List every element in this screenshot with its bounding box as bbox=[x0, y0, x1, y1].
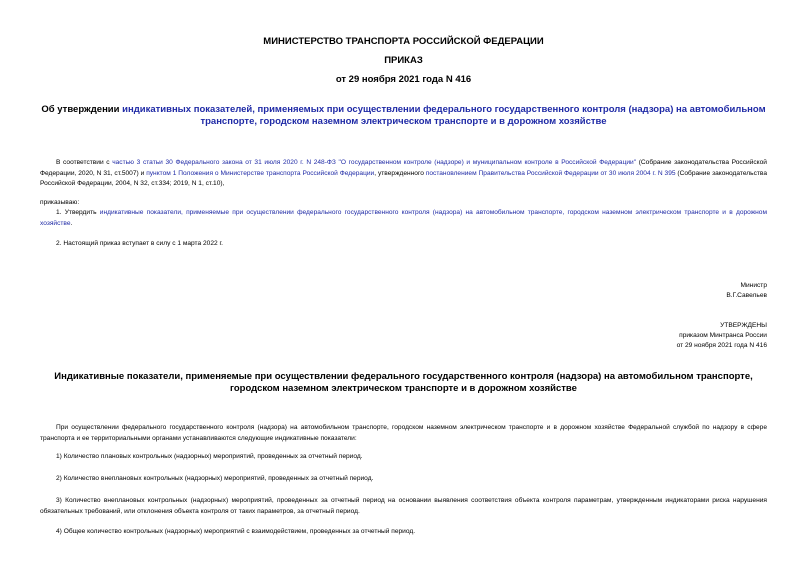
doc-title bbox=[40, 104, 767, 128]
government-decree-link[interactable]: постановлением Правительства Российской Федерации от 30 июля 2004 г. N 395 bbox=[425, 169, 676, 177]
indicator-item-4: 4) Общее количество контрольных (надзорных) мероприятий с взаимодействием, проведенных за отчетный период. bbox=[56, 528, 416, 535]
doc-date-number: от 29 ноября 2021 года N 416 bbox=[335, 74, 472, 85]
indicator-item-1: 1) Количество плановых контрольных (надзорных) мероприятий, проведенных за отчетный период. bbox=[56, 453, 363, 460]
preamble-paragraph bbox=[40, 158, 767, 190]
item-1-end: . bbox=[70, 219, 73, 227]
signature-name: В.Г.Савельев bbox=[726, 292, 767, 299]
preamble-text-3: , утвержденного bbox=[374, 169, 426, 177]
indicators-link[interactable]: индикативные показатели, применяемые при осуществлении федерального государственного контроля (надзора) на автомобильном транспорте, городском наземном электрическом транспорте и в дорожном хозяйстве bbox=[40, 209, 767, 227]
signature-position: Министр bbox=[740, 282, 767, 289]
item-1-paragraph bbox=[40, 208, 767, 229]
law-248-link[interactable]: частью 3 статьи 30 Федерального закона от 31 июля 2020 г. N 248-ФЗ "О государственном контроле (надзоре) и муниципальном контроле в Российской Федерации" bbox=[112, 159, 637, 166]
ministry-heading: МИНИСТЕРСТВО ТРАНСПОРТА РОССИЙСКОЙ ФЕДЕРАЦИИ bbox=[263, 36, 544, 47]
section-title: Индикативные показатели, применяемые при осуществлении федерального государственного контроля (надзора) на автомобильном транспорте, городском наземном электрическом транспорте и в дорожном хозяйстве bbox=[54, 371, 753, 394]
item-2-paragraph: 2. Настоящий приказ вступает в силу с 1 марта 2022 г. bbox=[56, 240, 223, 247]
order-word: приказываю: bbox=[40, 199, 80, 206]
indicator-item-3: 3) Количество внеплановых контрольных (надзорных) мероприятий, проведенных за отчетный период на основании выявления соответствия объекта контроля параметрам, утвержденным индикаторами риска нарушения обязательных требований, или отклонения объекта контроля от таких параметров, за отчетный период. bbox=[40, 497, 767, 515]
doc-title-link[interactable]: индикативных показателей, применяемых при осуществлении федерального государственного контроля (надзора) на автомобильном транспорте, городском наземном электрическом транспорте и в дорожном хозяйстве bbox=[122, 104, 766, 127]
intro-paragraph: При осуществлении федерального государственного контроля (надзора) на автомобильном транспорте, городском наземном электрическом транспорте и в дорожном хозяйстве Федеральной службой по надзору в сфере транспорта и ее территориальными органами устанавливаются следующие индикативные показатели: bbox=[40, 424, 767, 442]
preamble-text-2: (Собрание законодательства Российской Федерации, 2020, N 31, ст.5007) и bbox=[40, 159, 767, 177]
approved-label: УТВЕРЖДЕНЫ bbox=[720, 322, 767, 329]
doc-type-heading: ПРИКАЗ bbox=[384, 55, 423, 66]
preamble-text-4: (Собрание законодательства Российской Федерации, 2004, N 32, ст.334; 2019, N 1, ст.10), bbox=[40, 169, 768, 187]
item-1-text: 1. Утвердить bbox=[56, 209, 100, 216]
regulation-point-link[interactable]: пунктом 1 Положения о Министерстве транспорта Российской Федерации bbox=[146, 169, 375, 177]
approved-by-order: приказом Минтранса России bbox=[679, 332, 767, 339]
approved-date: от 29 ноября 2021 года N 416 bbox=[676, 342, 767, 349]
doc-title-prefix: Об утверждении bbox=[41, 104, 123, 115]
preamble-text-1: В соответствии с bbox=[56, 159, 113, 166]
indicator-item-2: 2) Количество внеплановых контрольных (надзорных) мероприятий, проведенных за отчетный период. bbox=[56, 475, 374, 482]
